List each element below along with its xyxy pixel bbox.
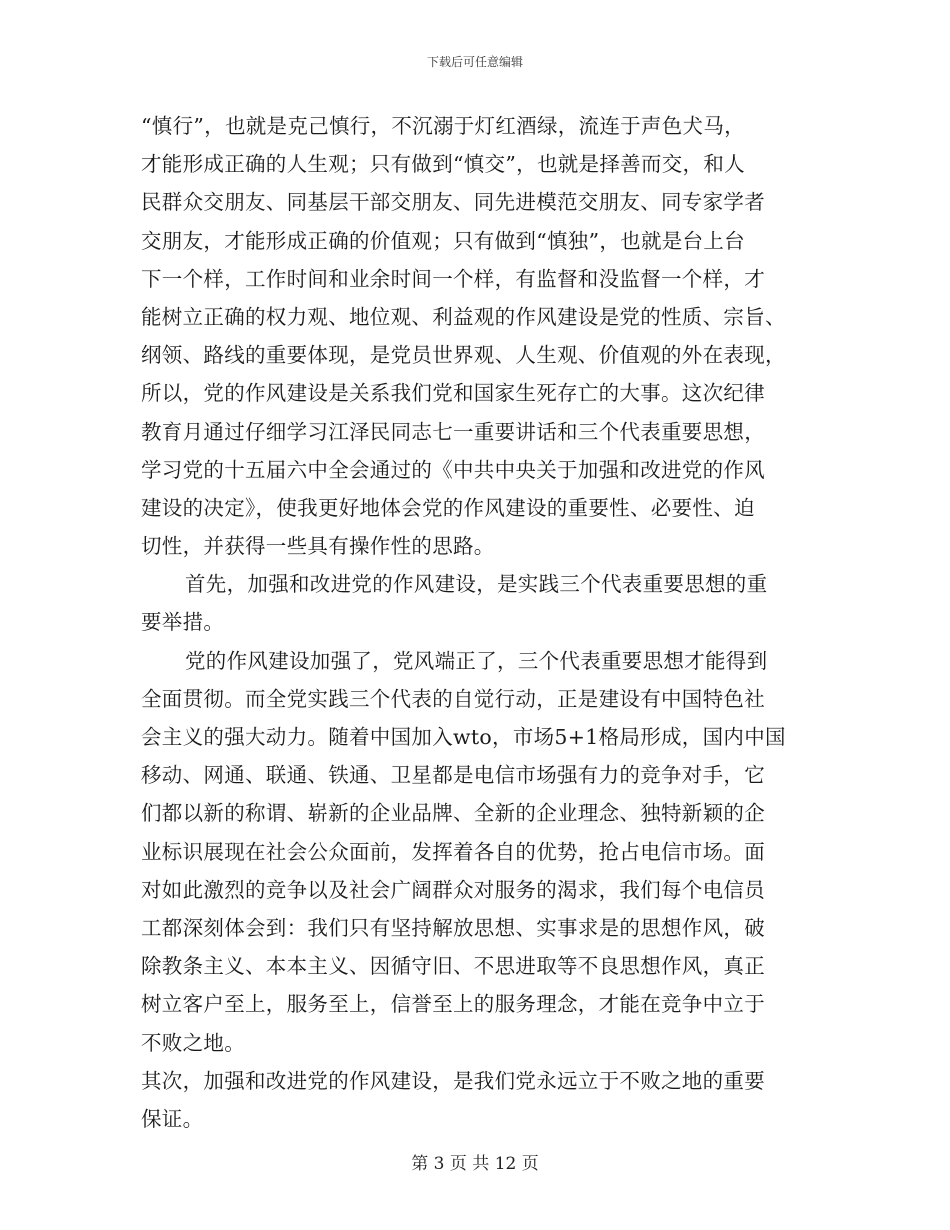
text-line: 交朋友，才能形成正确的价值观；只有做到“慎独”，也就是台上台 <box>141 228 745 253</box>
text-line: 民群众交朋友、同基层干部交朋友、同先进模范交朋友、同专家学者 <box>141 190 765 215</box>
text-line: 不败之地。 <box>141 1030 245 1055</box>
text-line: 能树立正确的权力观、地位观、利益观的作风建设是党的性质、宗旨、 <box>141 304 786 329</box>
text-line: 要举措。 <box>141 610 225 635</box>
text-line: 移动、网通、联通、铁通、卫星都是电信市场强有力的竞争对手，它 <box>141 763 765 788</box>
text-line: 纲领、路线的重要体现，是党员世界观、人生观、价值观的外在表现， <box>141 343 786 368</box>
page-header: 下载后可任意编辑 <box>426 55 523 69</box>
paragraph-first-line: 党的作风建设加强了，党风端正了，三个代表重要思想才能得到 <box>185 648 768 673</box>
text-line: 下一个样，工作时间和业余时间一个样，有监督和没监督一个样，才 <box>141 266 765 291</box>
text-line: 对如此激烈的竞争以及社会广阔群众对服务的渴求，我们每个电信员 <box>141 877 765 902</box>
paragraph-first-line: 首先，加强和改进党的作风建设，是实践三个代表重要思想的重 <box>185 572 768 597</box>
text-line: 除教条主义、本本主义、因循守旧、不思进取等不良思想作风，真正 <box>141 954 765 979</box>
text-line: 切性，并获得一些具有操作性的思路。 <box>141 534 495 559</box>
document-body <box>141 107 811 1138</box>
text-line: 工都深刻体会到：我们只有坚持解放思想、实事求是的思想作风，破 <box>141 915 765 940</box>
text-line: 会主义的强大动力。随着中国加入wto，市场5+1格局形成，国内中国 <box>141 725 786 749</box>
text-line: 业标识展现在社会公众面前，发挥着各自的优势，抢占电信市场。面 <box>141 839 765 864</box>
text-line: 才能形成正确的人生观；只有做到“慎交”，也就是择善而交，和人 <box>141 152 745 177</box>
text-line: 教育月通过仔细学习江泽民同志七一重要讲话和三个代表重要思想， <box>141 419 765 444</box>
text-line: 保证。 <box>141 1106 204 1131</box>
text-line: 建设的决定》，使我更好地体会党的作风建设的重要性、必要性、迫 <box>141 495 755 520</box>
text-line: 树立客户至上，服务至上，信誉至上的服务理念，才能在竞争中立于 <box>141 992 765 1017</box>
text-line: 全面贯彻。而全党实践三个代表的自觉行动，正是建设有中国特色社 <box>141 686 765 711</box>
text-line: “慎行”，也就是克己慎行，不沉溺于灯红酒绿，流连于声色犬马， <box>141 114 745 138</box>
text-line: 学习党的十五届六中全会通过的《中共中央关于加强和改进党的作风 <box>141 457 765 482</box>
page-number: 第 3 页 共 12 页 <box>411 1154 539 1174</box>
text-line: 们都以新的称谓、崭新的企业品牌、全新的企业理念、独特新颖的企 <box>141 801 765 826</box>
text-line: 所以，党的作风建设是关系我们党和国家生死存亡的大事。这次纪律 <box>141 381 765 406</box>
paragraph-first-line: 其次，加强和改进党的作风建设，是我们党永远立于不败之地的重要 <box>141 1068 765 1093</box>
